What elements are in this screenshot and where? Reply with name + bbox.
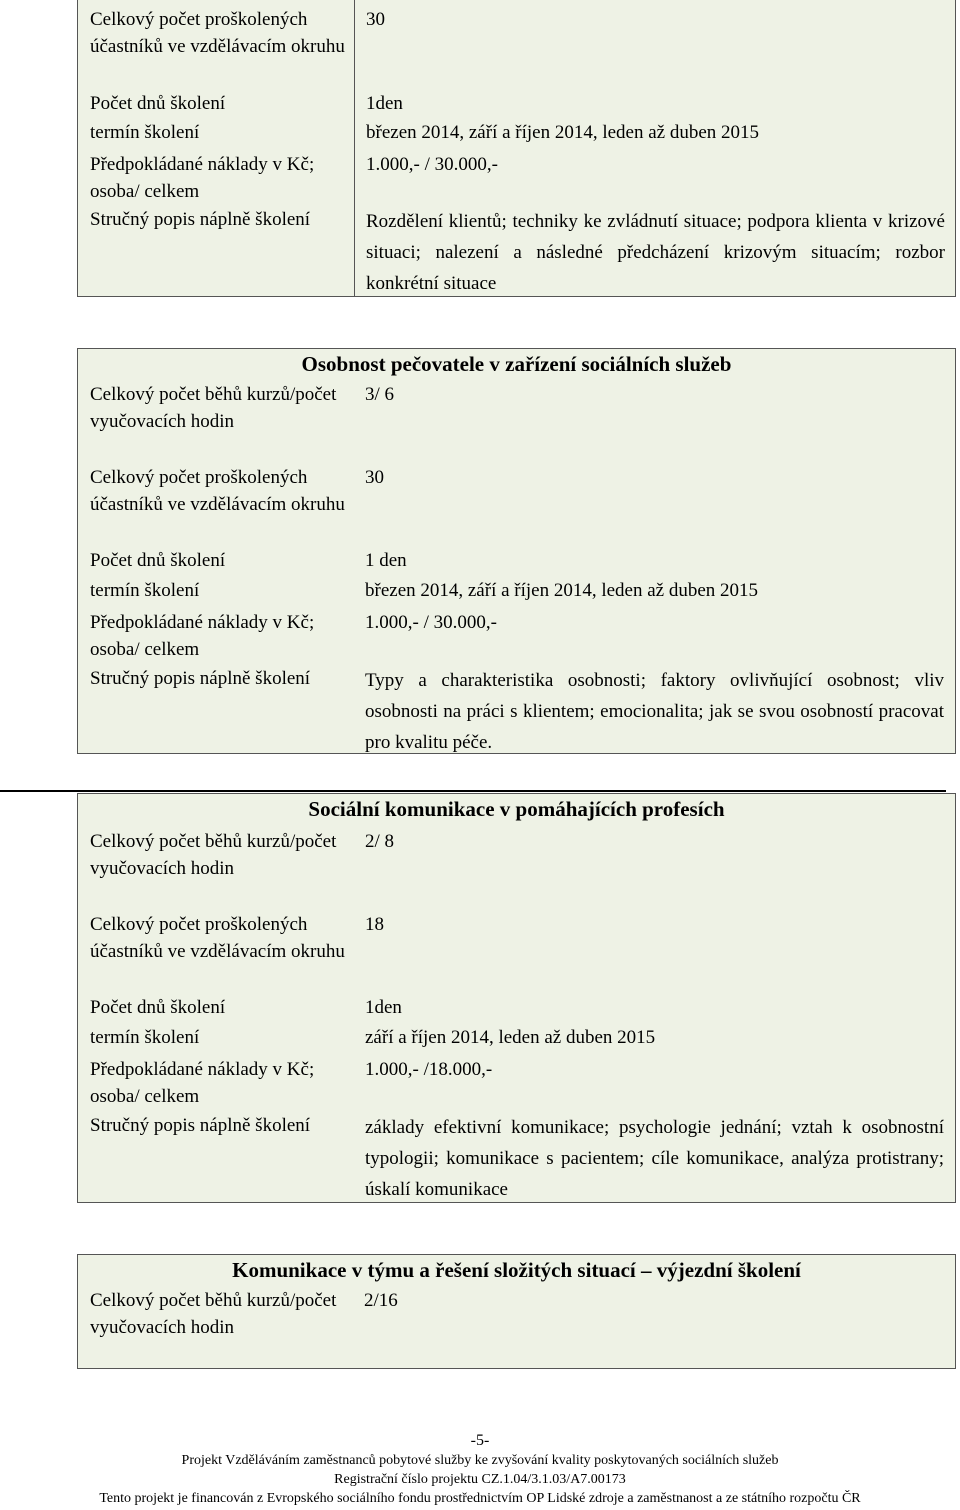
column-divider [354,0,355,296]
label-runs-hours: Celkový počet běhů kurzů/počet vyučovacích hodin [90,1290,337,1338]
value-runs-hours: 2/16 [364,1290,398,1311]
label-days: Počet dnů školení [90,997,226,1018]
course-title: Osobnost pečovatele v zařízení sociálních služeb [301,352,732,376]
course-table-team-communication [77,1254,956,1369]
label-days: Počet dnů školení [90,93,226,114]
value-runs-hours: 2/ 8 [365,831,395,852]
value-description: Rozdělení klientů; techniky ke zvládnutí situace; podpora klienta v krizové situaci; nalezení a následné předcházení krizovým situacím; rozbor konkrétní situace [366,211,945,294]
label-participants: Celkový počet proškolených účastníků ve vzdělávacím okruhu [90,9,345,57]
section-divider [0,790,946,792]
course-title: Komunikace v týmu a řešení složitých situací – výjezdní školení [232,1258,801,1282]
label-description: Stručný popis náplně školení [90,1115,311,1136]
label-costs: Předpokládané náklady v Kč; osoba/ celkem [90,612,315,660]
label-participants: Celkový počet proškolených účastníků ve vzdělávacím okruhu [90,467,345,515]
course-table-social-communication [77,793,956,1203]
course-table-crisis [77,0,956,297]
label-runs-hours: Celkový počet běhů kurzů/počet vyučovacích hodin [90,831,337,879]
label-participants: Celkový počet proškolených účastníků ve vzdělávacím okruhu [90,914,345,962]
footer-registration-number: Registrační číslo projektu CZ.1.04/3.1.03/A7.00173 [334,1472,626,1487]
label-term: termín školení [90,580,200,601]
value-costs: 1.000,- / 30.000,- [366,154,498,175]
footer-project-name: Projekt Vzděláváním zaměstnanců pobytové služby ke zvyšování kvality poskytovaných sociálních služeb [181,1453,779,1468]
label-costs: Předpokládané náklady v Kč; osoba/ celkem [90,1059,315,1107]
value-term: březen 2014, září a říjen 2014, leden až duben 2015 [365,580,759,601]
label-description: Stručný popis náplně školení [90,209,311,230]
value-runs-hours: 3/ 6 [365,384,395,405]
value-description: Typy a charakteristika osobnosti; faktory ovlivňující osobnost; vliv osobnosti na práci s klientem; emocionalita; jak se svou osobností pracovat pro kvalitu péče. [365,670,944,753]
value-costs: 1.000,- /18.000,- [365,1059,493,1080]
footer-funding-note: Tento projekt je financován z Evropského sociálního fondu prostřednictvím OP Lidské zdroje a zaměstnanost a ze státního rozpočtu ČR [99,1491,861,1506]
value-participants: 18 [365,914,384,935]
label-term: termín školení [90,122,200,143]
label-costs: Předpokládané náklady v Kč; osoba/ celkem [90,154,315,202]
label-runs-hours: Celkový počet běhů kurzů/počet vyučovacích hodin [90,384,337,432]
course-table-caregiver-personality [77,348,956,754]
value-days: 1den [366,93,403,114]
value-participants: 30 [366,9,385,30]
value-days: 1den [365,997,402,1018]
value-term: září a říjen 2014, leden až duben 2015 [365,1027,656,1048]
label-term: termín školení [90,1027,200,1048]
label-days: Počet dnů školení [90,550,226,571]
value-term: březen 2014, září a říjen 2014, leden až duben 2015 [366,122,760,143]
value-description: základy efektivní komunikace; psychologie jednání; vztah k osobnostní typologii; komunikace s pacientem; cíle komunikace, analýza protistrany; úskalí komunikace [365,1117,944,1200]
course-title: Sociální komunikace v pomáhajících profesích [308,797,725,821]
page-number: -5- [470,1432,490,1449]
label-description: Stručný popis náplně školení [90,668,311,689]
value-days: 1 den [365,550,407,571]
value-participants: 30 [365,467,384,488]
value-costs: 1.000,- / 30.000,- [365,612,497,633]
